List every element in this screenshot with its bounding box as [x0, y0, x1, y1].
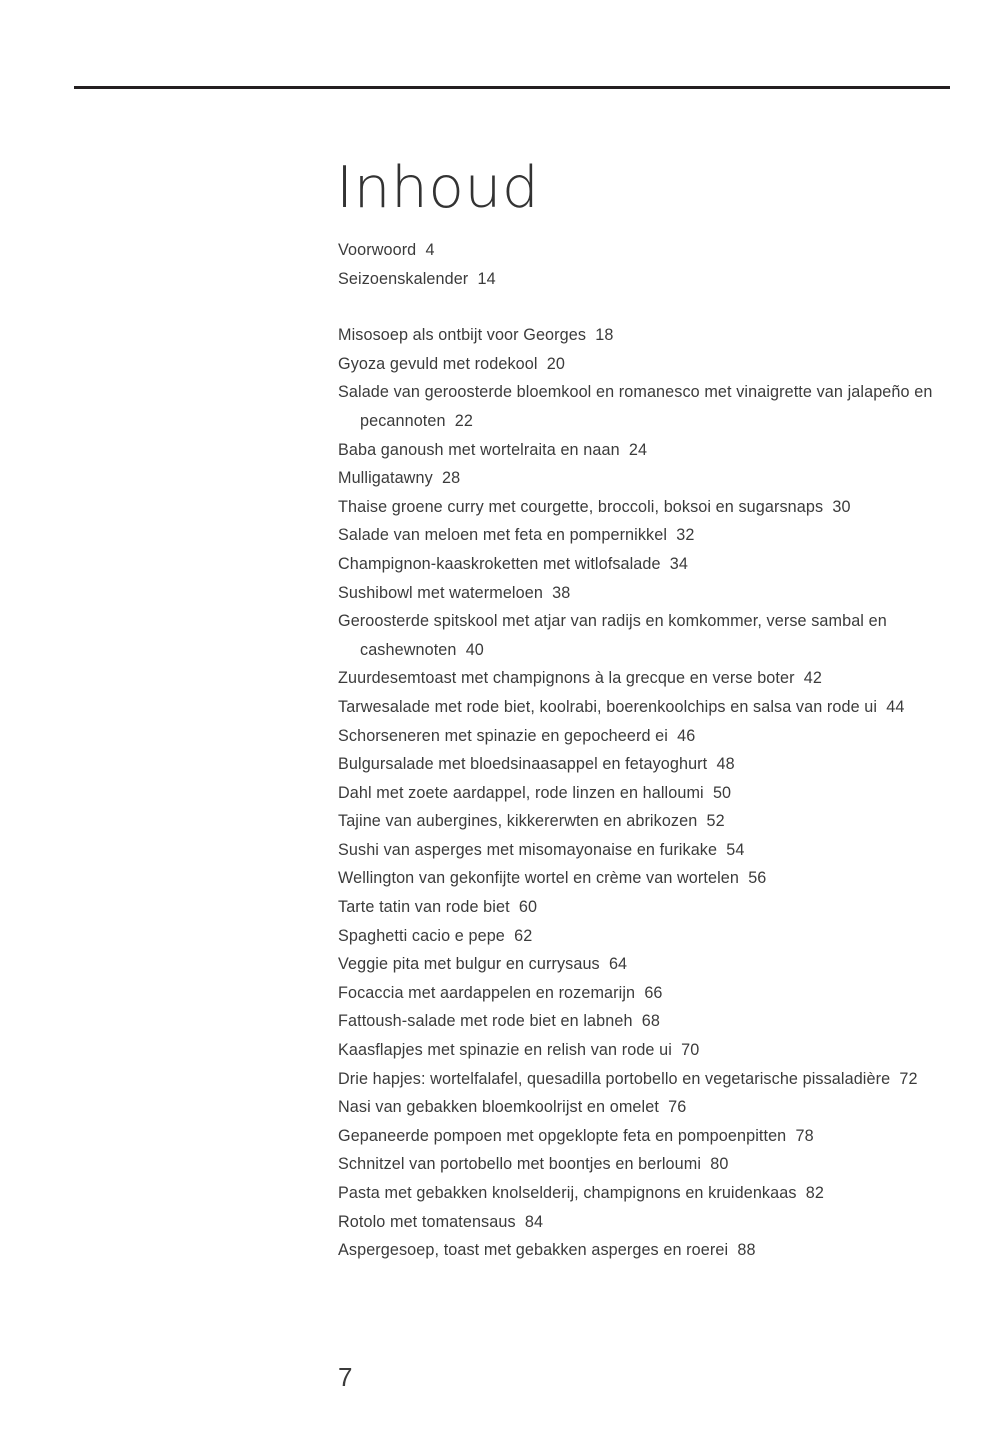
- toc-entry[interactable]: Tajine van aubergines, kikkererwten en abrikozen 52: [338, 812, 725, 831]
- toc-entry[interactable]: Seizoenskalender 14: [338, 269, 496, 288]
- toc-entry[interactable]: Wellington van gekonfijte wortel en crème van wortelen 56: [338, 869, 767, 888]
- page-title: Inhoud: [336, 155, 540, 222]
- toc-entry[interactable]: Mulligatawny 28: [338, 469, 461, 488]
- header-rule: [74, 86, 950, 89]
- toc-entry[interactable]: Bulgursalade met bloedsinaasappel en fetayoghurt 48: [338, 755, 735, 774]
- toc-entry[interactable]: Zuurdesemtoast met champignons à la grecque en verse boter 42: [338, 669, 822, 688]
- toc-entry[interactable]: Focaccia met aardappelen en rozemarijn 66: [338, 983, 663, 1002]
- toc-entry[interactable]: Misosoep als ontbijt voor Georges 18: [338, 326, 614, 345]
- toc-entry[interactable]: Veggie pita met bulgur en currysaus 64: [338, 955, 628, 974]
- toc-entry[interactable]: Thaise groene curry met courgette, broccoli, boksoi en sugarsnaps 30: [338, 497, 851, 516]
- toc-entry[interactable]: Sushibowl met watermeloen 38: [338, 583, 571, 602]
- table-of-contents: [338, 236, 958, 1265]
- toc-entry[interactable]: Champignon-kaaskroketten met witlofsalade 34: [338, 554, 689, 573]
- toc-entry[interactable]: Aspergesoep, toast met gebakken asperges en roerei 88: [338, 1241, 756, 1260]
- toc-entry[interactable]: Pasta met gebakken knolselderij, champignons en kruidenkaas 82: [338, 1184, 824, 1202]
- toc-entry[interactable]: Salade van geroosterde bloemkool en romanesco met vinaigrette van jalapeño en pecannoten 22: [338, 383, 938, 430]
- toc-entry[interactable]: Rotolo met tomatensaus 84: [338, 1212, 544, 1231]
- toc-entry[interactable]: Tarwesalade met rode biet, koolrabi, boerenkoolchips en salsa van rode ui 44: [338, 697, 905, 716]
- toc-entry[interactable]: Sushi van asperges met misomayonaise en furikake 54: [338, 840, 745, 859]
- toc-entry[interactable]: Spaghetti cacio e pepe 62: [338, 926, 533, 945]
- toc-entry[interactable]: Nasi van gebakken bloemkoolrijst en omelet 76: [338, 1098, 687, 1117]
- page-number: 7: [338, 1362, 353, 1392]
- toc-entry[interactable]: Salade van meloen met feta en pompernikkel 32: [338, 526, 695, 545]
- toc-group: [338, 236, 958, 293]
- toc-entry[interactable]: Tarte tatin van rode biet 60: [338, 898, 538, 917]
- toc-entry[interactable]: Schnitzel van portobello met boontjes en berloumi 80: [338, 1155, 729, 1174]
- toc-entry[interactable]: Voorwoord 4: [338, 241, 435, 259]
- toc-entry[interactable]: Dahl met zoete aardappel, rode linzen en halloumi 50: [338, 783, 732, 802]
- toc-entry[interactable]: Geroosterde spitskool met atjar van radijs en komkommer, verse sambal en cashewnoten 40: [338, 612, 892, 659]
- toc-entry[interactable]: Drie hapjes: wortelfalafel, quesadilla portobello en vegetarische pissaladière 72: [338, 1069, 918, 1088]
- toc-entry[interactable]: Schorseneren met spinazie en gepocheerd ei 46: [338, 726, 696, 745]
- toc-entry[interactable]: Baba ganoush met wortelraita en naan 24: [338, 440, 648, 459]
- toc-entry[interactable]: Gyoza gevuld met rodekool 20: [338, 354, 565, 373]
- toc-entry[interactable]: Fattoush-salade met rode biet en labneh 68: [338, 1012, 660, 1031]
- toc-group: [338, 321, 958, 1265]
- toc-entry[interactable]: Gepaneerde pompoen met opgeklopte feta en pompoenpitten 78: [338, 1126, 814, 1145]
- toc-entry[interactable]: Kaasflapjes met spinazie en relish van rode ui 70: [338, 1041, 700, 1060]
